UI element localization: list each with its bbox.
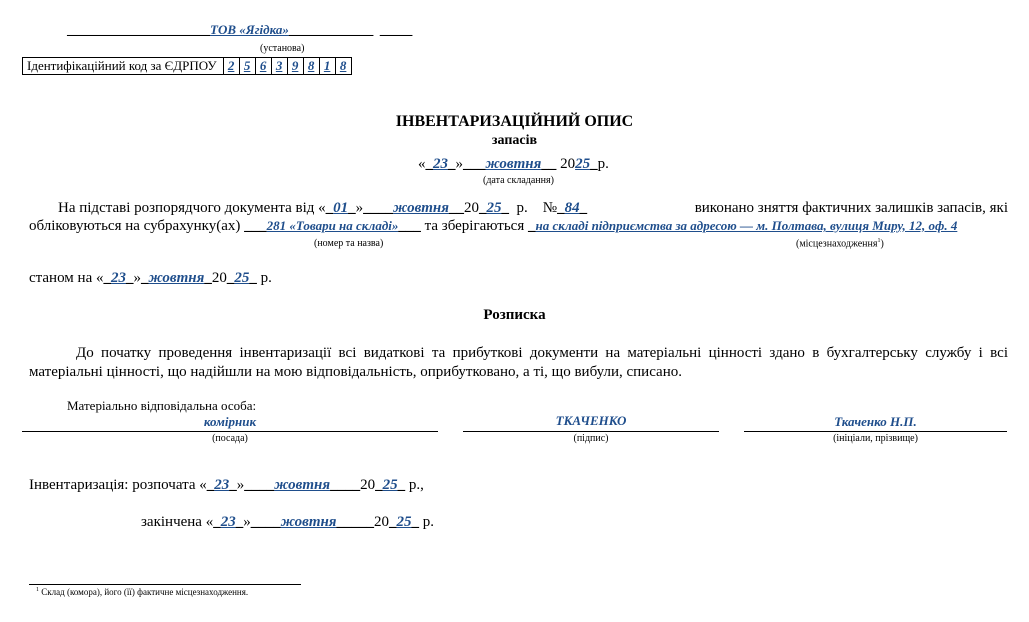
edrpou-digit: 9 (287, 58, 303, 75)
edrpou-digit: 6 (255, 58, 271, 75)
edrpou-digit: 3 (271, 58, 287, 75)
basis-line-2: обліковуються на субрахунку(ах) ___281 «Товари на складі»___ та зберігаються _на складі підприємства за адресою — м. Полтава, вулиця Миру, 12, оф. 4 (29, 218, 958, 234)
basis-subaccount-label: обліковуються на субрахунку(ах) (29, 218, 241, 234)
document-date-unit: р. (597, 156, 609, 172)
footnote-separator (29, 584, 301, 585)
basis-storage-label: та зберігаються (424, 218, 525, 234)
document-date: «_23_»___жовтня__ 2025_р. (418, 156, 609, 172)
inventory-end-year-unit: р. (422, 514, 435, 530)
receipt-line-1: До початку проведення інвентаризації всі видаткові та прибуткові документи на матеріальні цінності здано в бухгалтерську службу і всі (76, 345, 1008, 361)
inventory-start-month: жовтня (274, 477, 331, 493)
document-date-day: 23 (433, 156, 448, 172)
document-subtitle: запасів (491, 133, 538, 148)
responsible-position: комірник (203, 414, 257, 429)
edrpou-digit: 8 (335, 58, 351, 75)
edrpou-digit: 2 (223, 58, 239, 75)
basis-text-end: виконано зняття фактичних залишків запасів, які (694, 200, 1008, 216)
inventory-start-year-unit: р., (408, 477, 424, 493)
footnote-mark: 1 (36, 587, 39, 593)
location-caption: (місцезнаходження$^1$) (796, 238, 884, 250)
institution-line: ______________________ТОВ «Ягідка»_____________ _____ (67, 22, 413, 37)
as-of-year-unit: р. (260, 270, 272, 286)
edrpou-digit: 8 (303, 58, 319, 75)
as-of-date: станом на «_23_»_жовтня_20_25_ р. (29, 270, 272, 286)
responsible-name: Ткаченко Н.П. (834, 414, 917, 429)
basis-year-prefix: 20 (464, 200, 479, 216)
receipt-title: Розписка (483, 307, 546, 323)
basis-year-unit: р. (516, 200, 528, 216)
edrpou-digit: 5 (239, 58, 255, 75)
as-of-day: 23 (110, 270, 126, 286)
inventory-start-year-prefix: 20 (360, 477, 376, 493)
position-line (22, 431, 438, 432)
inventory-start-day: 23 (214, 477, 230, 493)
as-of-year: 25 (234, 270, 250, 286)
basis-month: жовтня (393, 200, 449, 216)
as-of-month: жовтня (148, 270, 205, 286)
inventory-start-label: Інвентаризація: розпочата « (29, 477, 207, 493)
as-of-year-prefix: 20 (211, 270, 227, 286)
basis-line-1: На підставі розпорядчого документа від «_01_»____жовтня__20_25_ р. №_84_ виконано зняття фактичних залишків запасів, які (58, 200, 1008, 216)
position-caption: (посада) (212, 433, 248, 444)
inventory-end-day: 23 (220, 514, 236, 530)
inventory-start-year: 25 (382, 477, 398, 493)
signature-caption: (підпис) (573, 433, 609, 444)
document-date-year-prefix: 20 (560, 156, 576, 172)
institution-name: ТОВ «Ягідка» (210, 22, 289, 37)
basis-number: 84 (564, 200, 580, 216)
responsible-signature: ТКАЧЕНКО (555, 413, 627, 428)
as-of-label: станом на « (29, 270, 104, 286)
basis-number-sign: № (542, 200, 558, 216)
edrpou-code-table (22, 57, 352, 75)
basis-year: 25 (486, 200, 502, 216)
basis-subaccount: 281 «Товари на складі» (266, 218, 399, 233)
responsible-label: Матеріально відповідальна особа: (67, 398, 257, 413)
edrpou-code-label: Ідентифікаційний код за ЄДРПОУ (23, 58, 224, 75)
inventory-end: закінчена «_23_»____жовтня_____20_25_ р. (141, 514, 435, 530)
inventory-end-year: 25 (396, 514, 412, 530)
inventory-end-label: закінчена « (141, 514, 214, 530)
basis-location: на складі підприємства за адресою — м. Полтава, вулиця Миру, 12, оф. 4 (535, 218, 958, 233)
document-date-year: 25 (575, 156, 591, 172)
location-caption-text: (місцезнаходження (796, 238, 878, 250)
document-date-caption: (дата складання) (483, 175, 554, 186)
document-date-month: жовтня (485, 156, 542, 172)
inventory-end-year-prefix: 20 (374, 514, 390, 530)
footnote (36, 587, 248, 597)
basis-day: 01 (333, 200, 349, 216)
document-title: ІНВЕНТАРИЗАЦІЙНИЙ ОПИС (395, 113, 634, 130)
signature-line (463, 431, 719, 432)
edrpou-digit: 1 (319, 58, 335, 75)
footnote-text: Склад (комора), його (її) фактичне місцезнаходження. (41, 587, 249, 597)
name-line (744, 431, 1007, 432)
name-caption: (ініціали, прізвище) (833, 433, 918, 444)
basis-text-start: На підставі розпорядчого документа від « (58, 200, 326, 216)
institution-caption: (установа) (260, 43, 305, 54)
location-caption-footnote-mark: 1 (877, 238, 881, 244)
inventory-start: Інвентаризація: розпочата «_23_»____жовтня____20_25_ р., (29, 477, 424, 493)
inventory-end-month: жовтня (280, 514, 337, 530)
subaccount-caption: (номер та назва) (314, 238, 384, 249)
receipt-line-2: матеріальні цінності, що надійшли на мою відповідальність, оприбутковано, а ті, що вибули, списано. (29, 364, 682, 380)
